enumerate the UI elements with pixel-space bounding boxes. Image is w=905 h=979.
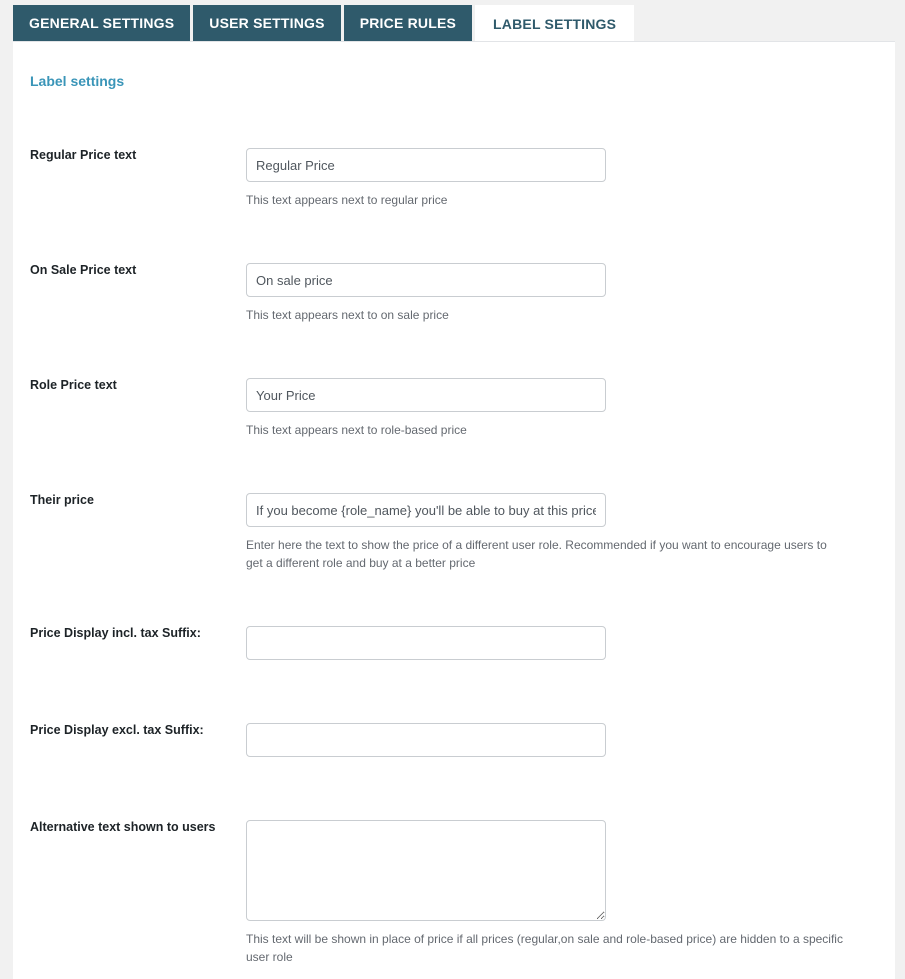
- incl-tax-suffix-input[interactable]: [246, 626, 606, 660]
- role-price-input[interactable]: [246, 378, 606, 412]
- on-sale-price-input[interactable]: [246, 263, 606, 297]
- their-price-input[interactable]: [246, 493, 606, 527]
- alternative-text-description: This text will be shown in place of price if all prices (regular,on sale and role-based price) are hidden to a specific user role: [246, 932, 843, 964]
- their-price-label: Their price: [30, 493, 94, 507]
- on-sale-price-description: This text appears next to on sale price: [246, 308, 449, 322]
- regular-price-input[interactable]: [246, 148, 606, 182]
- tab-general-settings[interactable]: GENERAL SETTINGS: [13, 5, 190, 41]
- tab-price-rules[interactable]: PRICE RULES: [344, 5, 472, 41]
- excl-tax-suffix-label: Price Display excl. tax Suffix:: [30, 723, 204, 737]
- regular-price-description: This text appears next to regular price: [246, 193, 448, 207]
- tab-user-settings[interactable]: USER SETTINGS: [193, 5, 340, 41]
- section-title: Label settings: [30, 73, 125, 89]
- tab-label-settings[interactable]: LABEL SETTINGS: [475, 5, 634, 42]
- alternative-text-label: Alternative text shown to users: [30, 820, 216, 834]
- incl-tax-suffix-label: Price Display incl. tax Suffix:: [30, 626, 201, 640]
- regular-price-label: Regular Price text: [30, 148, 137, 162]
- role-price-label: Role Price text: [30, 378, 117, 392]
- on-sale-price-label: On Sale Price text: [30, 263, 137, 277]
- label-settings-panel: [13, 41, 895, 979]
- their-price-description: Enter here the text to show the price of a different user role. Recommended if you want to encourage users to get a different role and buy at a better price: [246, 538, 827, 570]
- settings-tabs: [13, 5, 634, 41]
- excl-tax-suffix-input[interactable]: [246, 723, 606, 757]
- role-price-description: This text appears next to role-based price: [246, 423, 467, 437]
- alternative-text-textarea[interactable]: [246, 820, 606, 921]
